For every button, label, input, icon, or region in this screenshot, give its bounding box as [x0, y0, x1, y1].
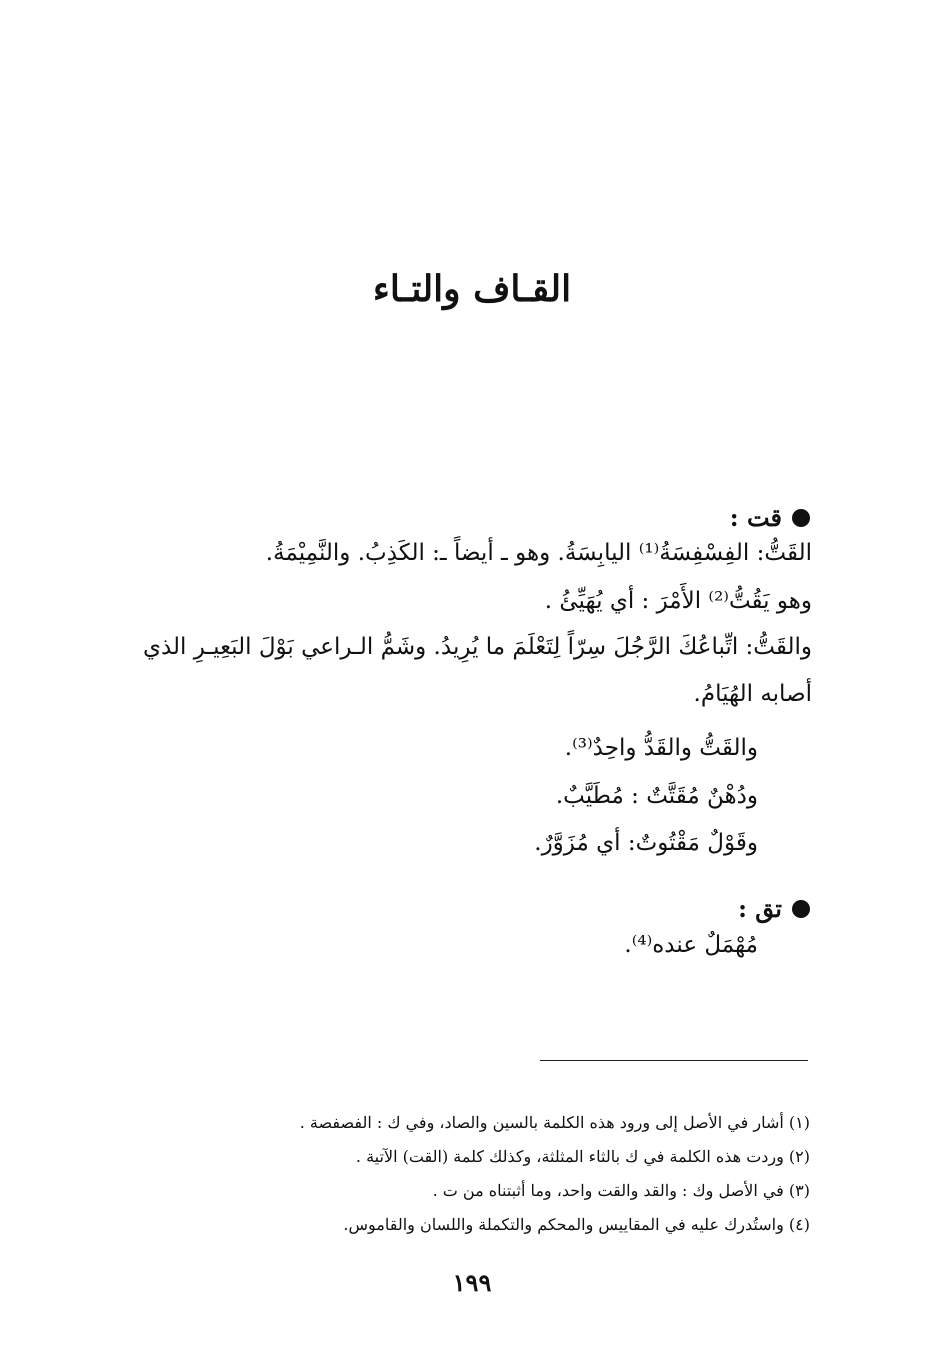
footnote: (١) أشار في الأصل إلى ورود هذه الكلمة بالسين والصاد، وفي ك : الفصفصة . [299, 1113, 810, 1132]
entry-line: مُهْمَلٌ عنده⁽⁴⁾. [624, 932, 758, 958]
footnote-divider [540, 1060, 808, 1061]
entry-head-label: تق : [738, 894, 782, 923]
entry-line: وهو يَقُتُّ⁽²⁾ الأَمْرَ : أي يُهَيِّئُ . [544, 588, 812, 614]
entry-line: والقَتُّ: اتِّباعُكَ الرَّجُلَ سِرّاً لِتَعْلَمَ ما يُرِيدُ. وشَمُّ الـراعي بَوْلَ البَعِيـرِ الذي [142, 634, 812, 660]
entry-head-qt [730, 503, 810, 532]
footnote: (٢) وردت هذه الكلمة في ك بالثاء المثلثة، وكذلك كلمة (القت) الآتية . [355, 1147, 810, 1166]
chapter-title: القـاف والتـاء [372, 268, 572, 310]
entry-head-label: قت : [729, 503, 782, 532]
entry-line: ودُهْنٌ مُقَتَّتٌ : مُطَيَّبٌ. [555, 783, 758, 809]
footnote: (٤) واستُدرك عليه في المقاييس والمحكم والتكملة واللسان والقاموس. [343, 1215, 810, 1234]
bullet-icon [792, 509, 810, 527]
entry-line: أصابه الهُيَامُ. [693, 681, 812, 707]
footnote: (٣) في الأصل وك : والقد والقت واحد، وما أثبتناه من ت . [432, 1181, 810, 1200]
entry-line: وقَوْلٌ مَقْتُوتٌ: أي مُزَوَّرٌ. [534, 830, 758, 856]
entry-line: القَتُّ: الفِسْفِسَةُ⁽¹⁾ اليابِسَةُ. وهو ـ أيضاً ـ: الكَذِبُ. والنَّمِيْمَةُ. [265, 540, 812, 566]
entry-line: والقَتُّ والقَدُّ واحِدٌ⁽³⁾. [564, 735, 758, 761]
bullet-icon [792, 900, 810, 918]
entry-head-tq [738, 894, 810, 923]
page-number: ١٩٩ [452, 1268, 492, 1297]
